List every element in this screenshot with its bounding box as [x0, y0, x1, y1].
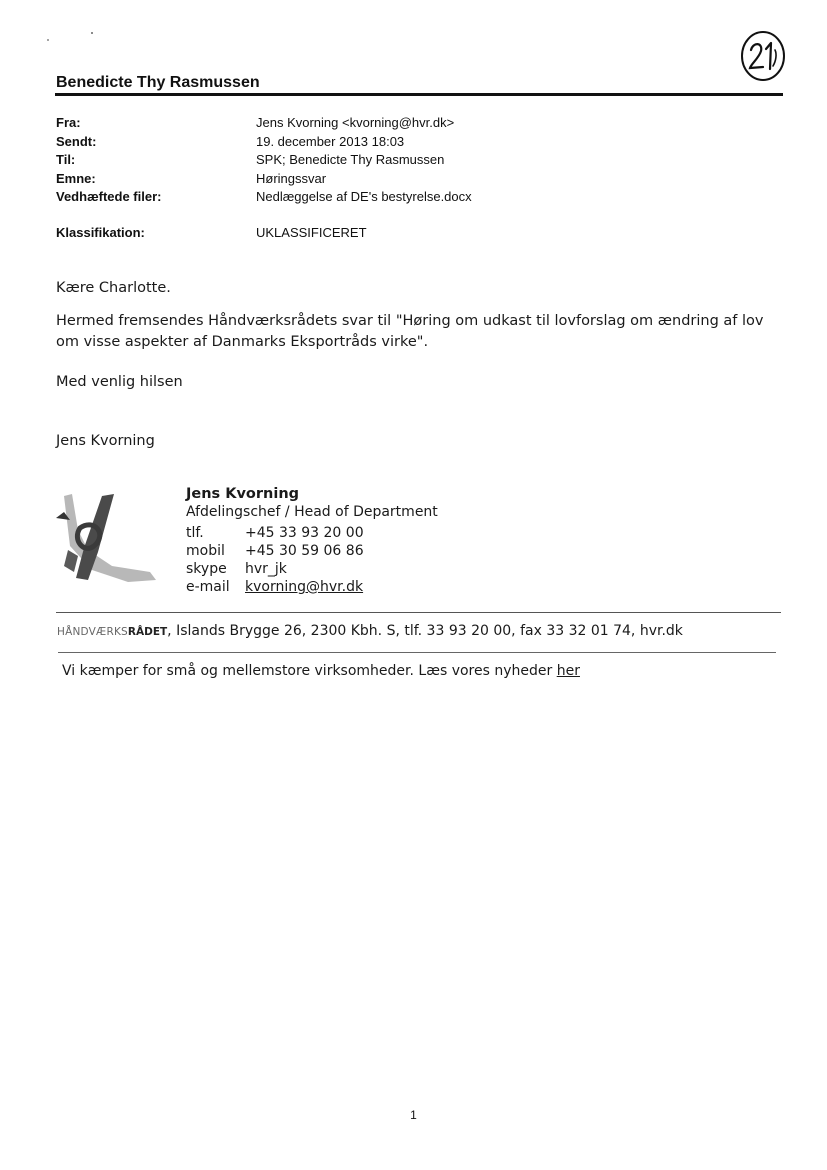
mobile-label: mobil	[186, 543, 225, 559]
mobile-row	[186, 542, 438, 560]
to-value: SPK; Benedicte Thy Rasmussen	[256, 152, 445, 168]
phone-row	[186, 524, 438, 542]
email-link[interactable]: kvorning@hvr.dk	[245, 579, 364, 595]
to-label: Til:	[56, 152, 76, 168]
phone-value: +45 33 93 20 00	[245, 525, 364, 541]
from-label: Fra:	[56, 115, 81, 130]
header-rule	[55, 93, 783, 96]
tagline-text: Vi kæmper for små og mellemstore virksomheder. Læs vores nyheder	[62, 663, 557, 679]
message-paragraph: Hermed fremsendes Håndværksrådets svar til "Høring om udkast til lovforslag om ændring af lov om visse aspekter af Danmarks Eksportråds virke".	[56, 313, 764, 350]
skype-row	[186, 560, 438, 578]
footer-rule	[56, 612, 781, 613]
hvr-logo-icon	[54, 490, 158, 586]
footer-address-line	[57, 623, 683, 639]
from-value: Jens Kvorning <kvorning@hvr.dk>	[256, 115, 455, 130]
sent-row	[56, 133, 472, 152]
handwritten-page-stamp	[739, 28, 787, 82]
sender-name: Jens Kvorning	[56, 433, 155, 449]
subject-label: Emne:	[56, 170, 96, 186]
mobile-value: +45 30 59 06 86	[245, 543, 364, 559]
sent-label: Sendt:	[56, 133, 97, 149]
news-link[interactable]: her	[556, 663, 580, 679]
email-header-fields	[56, 114, 472, 243]
attachment-file: Nedlæggelse af DE's bestyrelse.docx	[256, 189, 472, 205]
tagline-rule	[58, 652, 776, 653]
mailbox-owner-name: Benedicte Thy Rasmussen	[56, 74, 260, 91]
classification-value: UKLASSIFICERET	[256, 224, 367, 240]
tagline	[62, 663, 580, 679]
attachments-label: Vedhæftede filer:	[56, 189, 162, 205]
signature-name: Jens Kvorning	[186, 486, 300, 502]
brand-name-part1: HÅNDVÆRKS	[57, 626, 128, 638]
phone-label: tlf.	[186, 525, 204, 541]
closing: Med venlig hilsen	[56, 374, 183, 390]
greeting: Kære Charlotte.	[56, 280, 171, 296]
subject-value: Høringssvar	[256, 170, 327, 186]
skype-label: skype	[186, 561, 227, 577]
page-number: 1	[410, 1108, 417, 1122]
attachments-row	[56, 188, 472, 207]
email-label: e-mail	[186, 579, 230, 595]
from-row	[56, 114, 472, 133]
email-row	[186, 578, 438, 596]
signature-block	[186, 485, 438, 596]
sent-value: 19. december 2013 18:03	[256, 133, 405, 149]
brand-name-part2: RÅDET	[127, 626, 168, 638]
classification-row	[56, 224, 472, 243]
scan-specks	[40, 28, 100, 48]
skype-value: hvr_jk	[245, 561, 287, 577]
subject-row	[56, 170, 472, 189]
signature-title: Afdelingschef / Head of Department	[186, 504, 438, 520]
classification-label: Klassifikation:	[56, 224, 145, 240]
to-row	[56, 151, 472, 170]
footer-address: , Islands Brygge 26, 2300 Kbh. S, tlf. 33 93 20 00, fax 33 32 01 74, hvr.dk	[167, 623, 683, 639]
